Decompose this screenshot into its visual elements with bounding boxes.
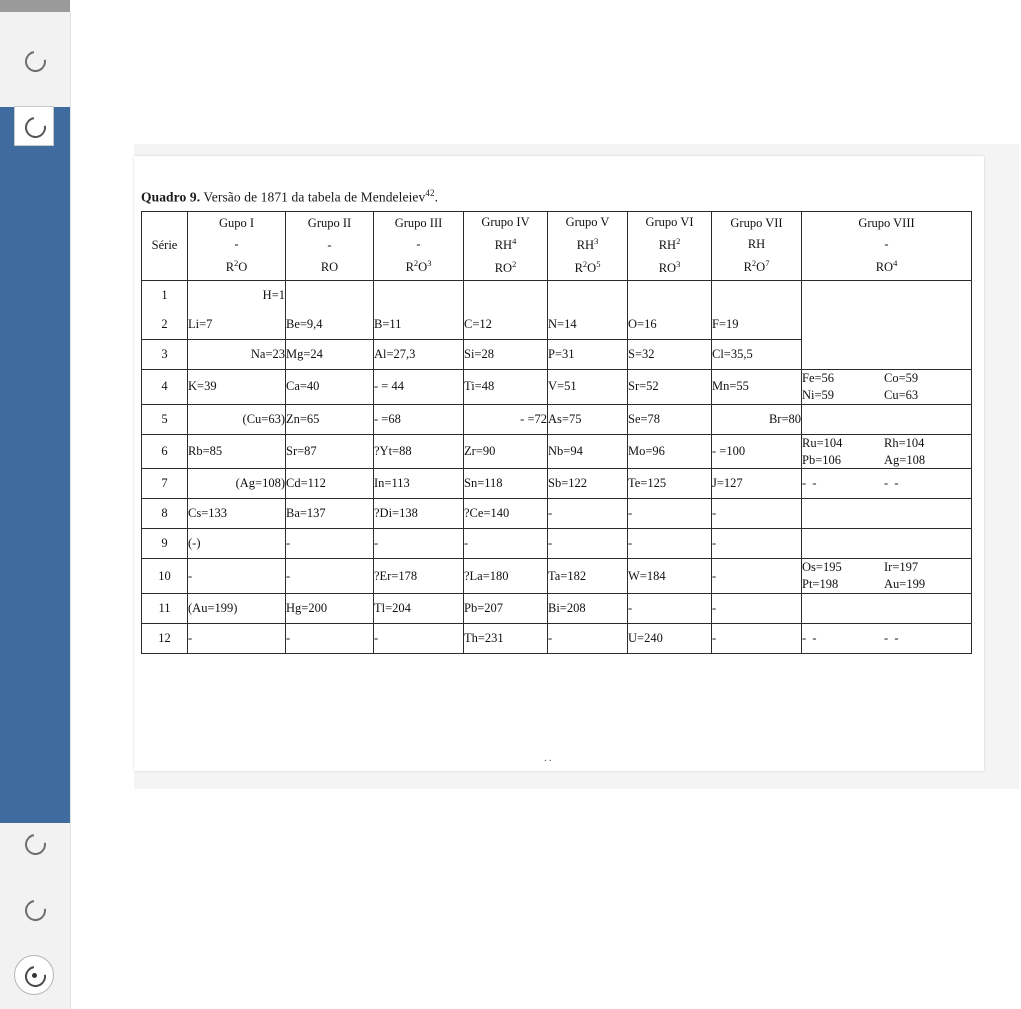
group-5-hydride: $RH^3$	[576, 235, 599, 253]
mendeleev-table	[141, 211, 972, 654]
group-8-hydride: -	[884, 237, 889, 252]
cell-group-7: -	[712, 499, 802, 529]
cell-group-3: Tl=204	[374, 594, 464, 624]
group-8-value-c: -	[884, 631, 889, 646]
row-serie: 7	[142, 469, 188, 499]
cell-group-4: Ti=48	[464, 369, 548, 404]
cell-group-3	[374, 280, 464, 310]
group-7-hydride: RH	[747, 237, 766, 252]
cell-group-1: (-)	[188, 529, 286, 559]
group-8-value-b: -	[812, 631, 817, 646]
group-8-value-a: Fe=56	[802, 370, 835, 385]
group-7-name: Grupo VII	[730, 215, 783, 230]
page-thumb-5[interactable]	[14, 955, 54, 995]
cell-group-1: (Au=199)	[188, 594, 286, 624]
group-8-value-c: Ni=59	[802, 387, 835, 402]
cell-group-2: Hg=200	[286, 594, 374, 624]
cell-group-6: -	[628, 499, 712, 529]
page-footnote: ..	[544, 752, 554, 764]
cell-group-4: -	[464, 529, 548, 559]
cell-group-8	[802, 469, 972, 499]
group-4-hydride: $RH^4$	[494, 235, 517, 253]
cell-group-5: -	[548, 529, 628, 559]
group-8-value-c: Pt=198	[802, 577, 839, 592]
group-5-oxide: $R^2O^5$	[574, 258, 601, 276]
cell-group-4: - =72	[464, 404, 548, 434]
cell-group-8	[802, 280, 972, 369]
row-serie: 10	[142, 559, 188, 594]
cell-group-3: ?Yt=88	[374, 434, 464, 469]
table-row	[142, 499, 972, 529]
cell-group-1: -	[188, 559, 286, 594]
group-6-oxide: $RO^3$	[658, 258, 681, 276]
document-page	[134, 156, 984, 771]
cell-group-6	[628, 280, 712, 310]
cell-group-5: Bi=208	[548, 594, 628, 624]
cell-group-6: Te=125	[628, 469, 712, 499]
cell-group-5	[548, 280, 628, 310]
cell-group-6: Mo=96	[628, 434, 712, 469]
cell-group-7: F=19	[712, 310, 802, 340]
cell-group-4: Si=28	[464, 339, 548, 369]
cell-group-1: K=39	[188, 369, 286, 404]
cell-group-4: ?Ce=140	[464, 499, 548, 529]
loading-spinner-icon	[21, 830, 50, 859]
cell-group-1: Na=23	[188, 339, 286, 369]
table-header-row	[142, 212, 972, 281]
cell-group-8	[802, 404, 972, 434]
caption-text: Versão de 1871 da tabela de Mendeleiev	[200, 189, 426, 205]
group-2-hydride: -	[327, 238, 332, 253]
cell-group-2: -	[286, 624, 374, 654]
group-8-value-d: -	[894, 476, 899, 491]
cell-group-5: -	[548, 499, 628, 529]
header-serie: Série	[142, 212, 188, 281]
header-group-7	[712, 212, 802, 281]
header-group-6	[628, 212, 712, 281]
group-3-oxide: $R^2O^3$	[405, 258, 432, 275]
thumbnail-sidebar[interactable]	[0, 12, 71, 1009]
table-row	[142, 434, 972, 469]
cell-group-7: - =100	[712, 434, 802, 469]
cell-group-2: -	[286, 529, 374, 559]
row-serie: 3	[142, 339, 188, 369]
window-titlebar-filler	[70, 0, 1021, 12]
table-row	[142, 404, 972, 434]
cell-group-8	[802, 499, 972, 529]
cell-group-4: Pb=207	[464, 594, 548, 624]
cell-group-6: U=240	[628, 624, 712, 654]
group-8-value-a: Os=195	[802, 560, 842, 575]
cell-group-6: O=16	[628, 310, 712, 340]
header-group-2	[286, 212, 374, 281]
cell-group-3: -	[374, 529, 464, 559]
caption-footnote-ref: 42	[425, 188, 435, 198]
loading-spinner-icon	[21, 896, 50, 925]
group-8-value-d: Au=199	[884, 577, 926, 592]
cell-group-6: -	[628, 594, 712, 624]
row-serie: 5	[142, 404, 188, 434]
cell-group-4: Sn=118	[464, 469, 548, 499]
cell-group-2: Sr=87	[286, 434, 374, 469]
group-8-oxide: $RO^4$	[875, 258, 898, 275]
table-row	[142, 469, 972, 499]
cell-group-2: Zn=65	[286, 404, 374, 434]
cell-group-2: -	[286, 559, 374, 594]
cell-group-3: B=11	[374, 310, 464, 340]
row-serie: 8	[142, 499, 188, 529]
group-8-value-d: Cu=63	[884, 387, 919, 402]
cell-group-3: In=113	[374, 469, 464, 499]
cell-group-5: P=31	[548, 339, 628, 369]
cell-group-4: ?La=180	[464, 559, 548, 594]
page-thumb-4[interactable]	[14, 889, 54, 929]
cell-group-8	[802, 559, 972, 594]
table-caption	[141, 188, 438, 206]
cell-group-4	[464, 280, 548, 310]
cell-group-2: Cd=112	[286, 469, 374, 499]
group-1-name: Gupo I	[218, 215, 255, 230]
cell-group-7: Br=80	[712, 404, 802, 434]
group-8-value-b: Rh=104	[884, 435, 925, 450]
cell-group-1: Rb=85	[188, 434, 286, 469]
cell-group-2: Ba=137	[286, 499, 374, 529]
cell-group-1: Li=7	[188, 310, 286, 340]
cell-group-5: Sb=122	[548, 469, 628, 499]
group-8-value-c: Pb=106	[802, 452, 842, 467]
cell-group-7: Cl=35,5	[712, 339, 802, 369]
table-row	[142, 624, 972, 654]
group-8-value-d: Ag=108	[884, 452, 926, 467]
cell-group-5: As=75	[548, 404, 628, 434]
group-1-oxide: $R^2O$	[225, 258, 248, 275]
row-serie: 6	[142, 434, 188, 469]
row-serie: 2	[142, 310, 188, 340]
group-8-value-d: -	[894, 631, 899, 646]
cell-group-5: -	[548, 624, 628, 654]
header-group-4	[464, 212, 548, 281]
group-6-name: Grupo VI	[645, 215, 694, 229]
group-2-oxide: RO	[320, 259, 339, 274]
row-serie: 4	[142, 369, 188, 404]
cell-group-6: Se=78	[628, 404, 712, 434]
table-row	[142, 594, 972, 624]
header-group-3	[374, 212, 464, 281]
cell-group-8	[802, 529, 972, 559]
cell-group-7: -	[712, 559, 802, 594]
group-8-value-b: Co=59	[884, 370, 919, 385]
cell-group-2: Be=9,4	[286, 310, 374, 340]
group-5-name: Grupo V	[565, 215, 610, 229]
header-group-5	[548, 212, 628, 281]
group-7-oxide: $R^2O^7$	[743, 258, 770, 275]
cell-group-6: -	[628, 529, 712, 559]
cell-group-1: H=1	[188, 280, 286, 310]
cell-group-5: V=51	[548, 369, 628, 404]
cell-group-6: W=184	[628, 559, 712, 594]
selected-dot-icon	[32, 973, 37, 978]
cell-group-7: J=127	[712, 469, 802, 499]
caption-period: .	[434, 189, 439, 205]
mendeleev-table-wrapper	[141, 211, 971, 654]
cell-group-4: C=12	[464, 310, 548, 340]
cell-group-4: Th=231	[464, 624, 548, 654]
row-serie: 1	[142, 280, 188, 310]
cell-group-4: Zr=90	[464, 434, 548, 469]
cell-group-1: (Cu=63)	[188, 404, 286, 434]
table-row	[142, 369, 972, 404]
cell-group-3: ?Di=138	[374, 499, 464, 529]
group-2-name: Grupo II	[307, 216, 352, 231]
header-group-1	[188, 212, 286, 281]
cell-group-6: S=32	[628, 339, 712, 369]
table-row	[142, 280, 972, 310]
cell-group-5: Nb=94	[548, 434, 628, 469]
cell-group-5: Ta=182	[548, 559, 628, 594]
cell-group-3: - = 44	[374, 369, 464, 404]
group-8-value-a: -	[802, 631, 807, 646]
cell-group-7: -	[712, 594, 802, 624]
cell-group-2	[286, 280, 374, 310]
cell-group-6: Sr=52	[628, 369, 712, 404]
row-serie: 9	[142, 529, 188, 559]
cell-group-7	[712, 280, 802, 310]
cell-group-2: Ca=40	[286, 369, 374, 404]
cell-group-8	[802, 624, 972, 654]
group-3-name: Grupo III	[394, 215, 443, 230]
table-row	[142, 559, 972, 594]
cell-group-1: -	[188, 624, 286, 654]
cell-group-3: - =68	[374, 404, 464, 434]
group-4-name: Grupo IV	[481, 215, 530, 229]
group-8-name: Grupo VIII	[858, 215, 915, 230]
cell-group-7: Mn=55	[712, 369, 802, 404]
row-serie: 12	[142, 624, 188, 654]
caption-label: Quadro 9.	[141, 189, 201, 205]
row-serie: 11	[142, 594, 188, 624]
group-3-hydride: -	[416, 237, 421, 252]
cell-group-3: ?Er=178	[374, 559, 464, 594]
window-titlebar-stub	[0, 0, 70, 12]
cell-group-8	[802, 594, 972, 624]
page-thumb-2[interactable]	[14, 106, 54, 146]
group-6-hydride: $RH^2$	[658, 235, 681, 253]
page-thumb-3[interactable]	[14, 823, 54, 863]
group-8-value-a: Ru=104	[802, 435, 843, 450]
group-8-value-c: -	[884, 476, 889, 491]
cell-group-5: N=14	[548, 310, 628, 340]
cell-group-1: (Ag=108)	[188, 469, 286, 499]
cell-group-8	[802, 434, 972, 469]
page-thumb-1[interactable]	[14, 40, 54, 80]
header-group-8	[802, 212, 972, 281]
cell-group-8	[802, 369, 972, 404]
cell-group-3: Al=27,3	[374, 339, 464, 369]
cell-group-1: Cs=133	[188, 499, 286, 529]
group-1-hydride: -	[234, 237, 239, 252]
cell-group-7: -	[712, 624, 802, 654]
cell-group-7: -	[712, 529, 802, 559]
loading-spinner-icon	[21, 47, 50, 76]
group-4-oxide: $RO^2$	[494, 258, 517, 276]
table-row	[142, 529, 972, 559]
group-8-value-a: -	[802, 476, 807, 491]
cell-group-2: Mg=24	[286, 339, 374, 369]
loading-spinner-icon	[21, 113, 50, 142]
cell-group-3: -	[374, 624, 464, 654]
document-viewer[interactable]	[71, 12, 1021, 1009]
group-8-value-b: Ir=197	[884, 560, 919, 575]
sidebar-selection-band	[0, 107, 70, 823]
group-8-value-b: -	[812, 476, 817, 491]
